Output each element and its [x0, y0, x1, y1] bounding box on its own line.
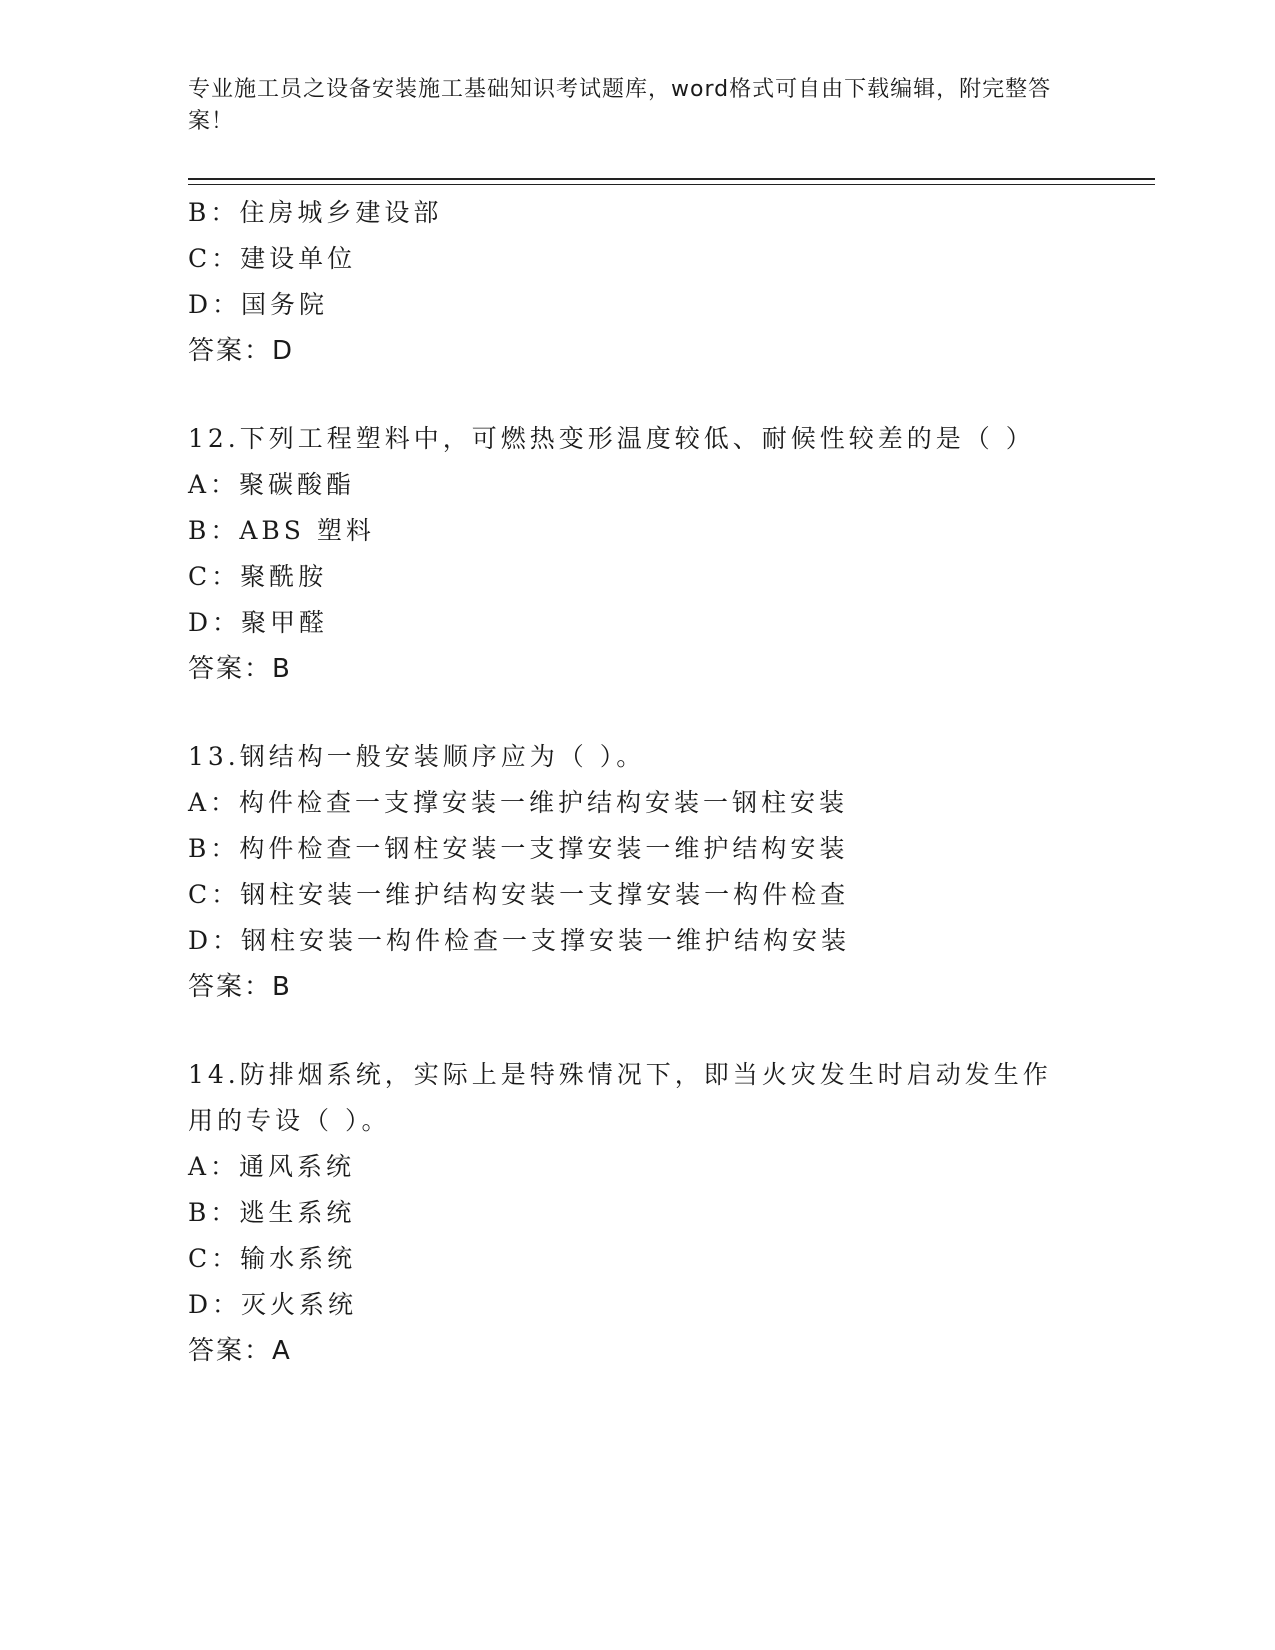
option-b: B：构件检查一钢柱安装一支撑安装一维护结构安装: [188, 834, 849, 863]
option-c: C：钢柱安装一维护结构安装一支撑安装一构件检查: [188, 880, 850, 909]
header-rule-thin: [188, 184, 1155, 185]
option-b: B：ABS 塑料: [188, 516, 375, 545]
option-b: B：逃生系统: [188, 1198, 356, 1227]
question-12: [188, 416, 1088, 692]
answer-line: 答案：D: [188, 336, 295, 366]
option-a: A：聚碳酸酯: [188, 470, 356, 499]
answer-line: 答案：A: [188, 1336, 292, 1366]
answer-line: 答案：B: [188, 972, 292, 1002]
question-14: [188, 1052, 1088, 1374]
option-c: C：输水系统: [188, 1244, 357, 1273]
answer-line: 答案：B: [188, 654, 292, 684]
header-rule-thick: [188, 178, 1155, 180]
option-c: C：聚酰胺: [188, 562, 328, 591]
partial-question: [188, 190, 1088, 374]
option-d: D：国务院: [188, 290, 329, 319]
document-header: 专业施工员之设备安装施工基础知识考试题库，word格式可自由下载编辑，附完整答案！: [188, 77, 1052, 134]
option-b: B：住房城乡建设部: [188, 198, 443, 227]
question-text: 12.下列工程塑料中，可燃热变形温度较低、耐候性较差的是（ ）: [188, 424, 1035, 453]
option-a: A：构件检查一支撑安装一维护结构安装一钢柱安装: [188, 788, 849, 817]
question-text: 14.防排烟系统，实际上是特殊情况下，即当火灾发生时启动发生作用的专设（ ）。: [188, 1060, 1052, 1135]
question-text: 13.钢结构一般安装顺序应为（ ）。: [188, 742, 646, 771]
question-13: [188, 734, 1088, 1010]
option-d: D：灭火系统: [188, 1290, 358, 1319]
option-d: D：钢柱安装一构件检查一支撑安装一维护结构安装: [188, 926, 851, 955]
question-list: [188, 190, 1088, 1374]
option-a: A：通风系统: [188, 1152, 356, 1181]
option-c: C：建设单位: [188, 244, 357, 273]
option-d: D：聚甲醛: [188, 608, 329, 637]
